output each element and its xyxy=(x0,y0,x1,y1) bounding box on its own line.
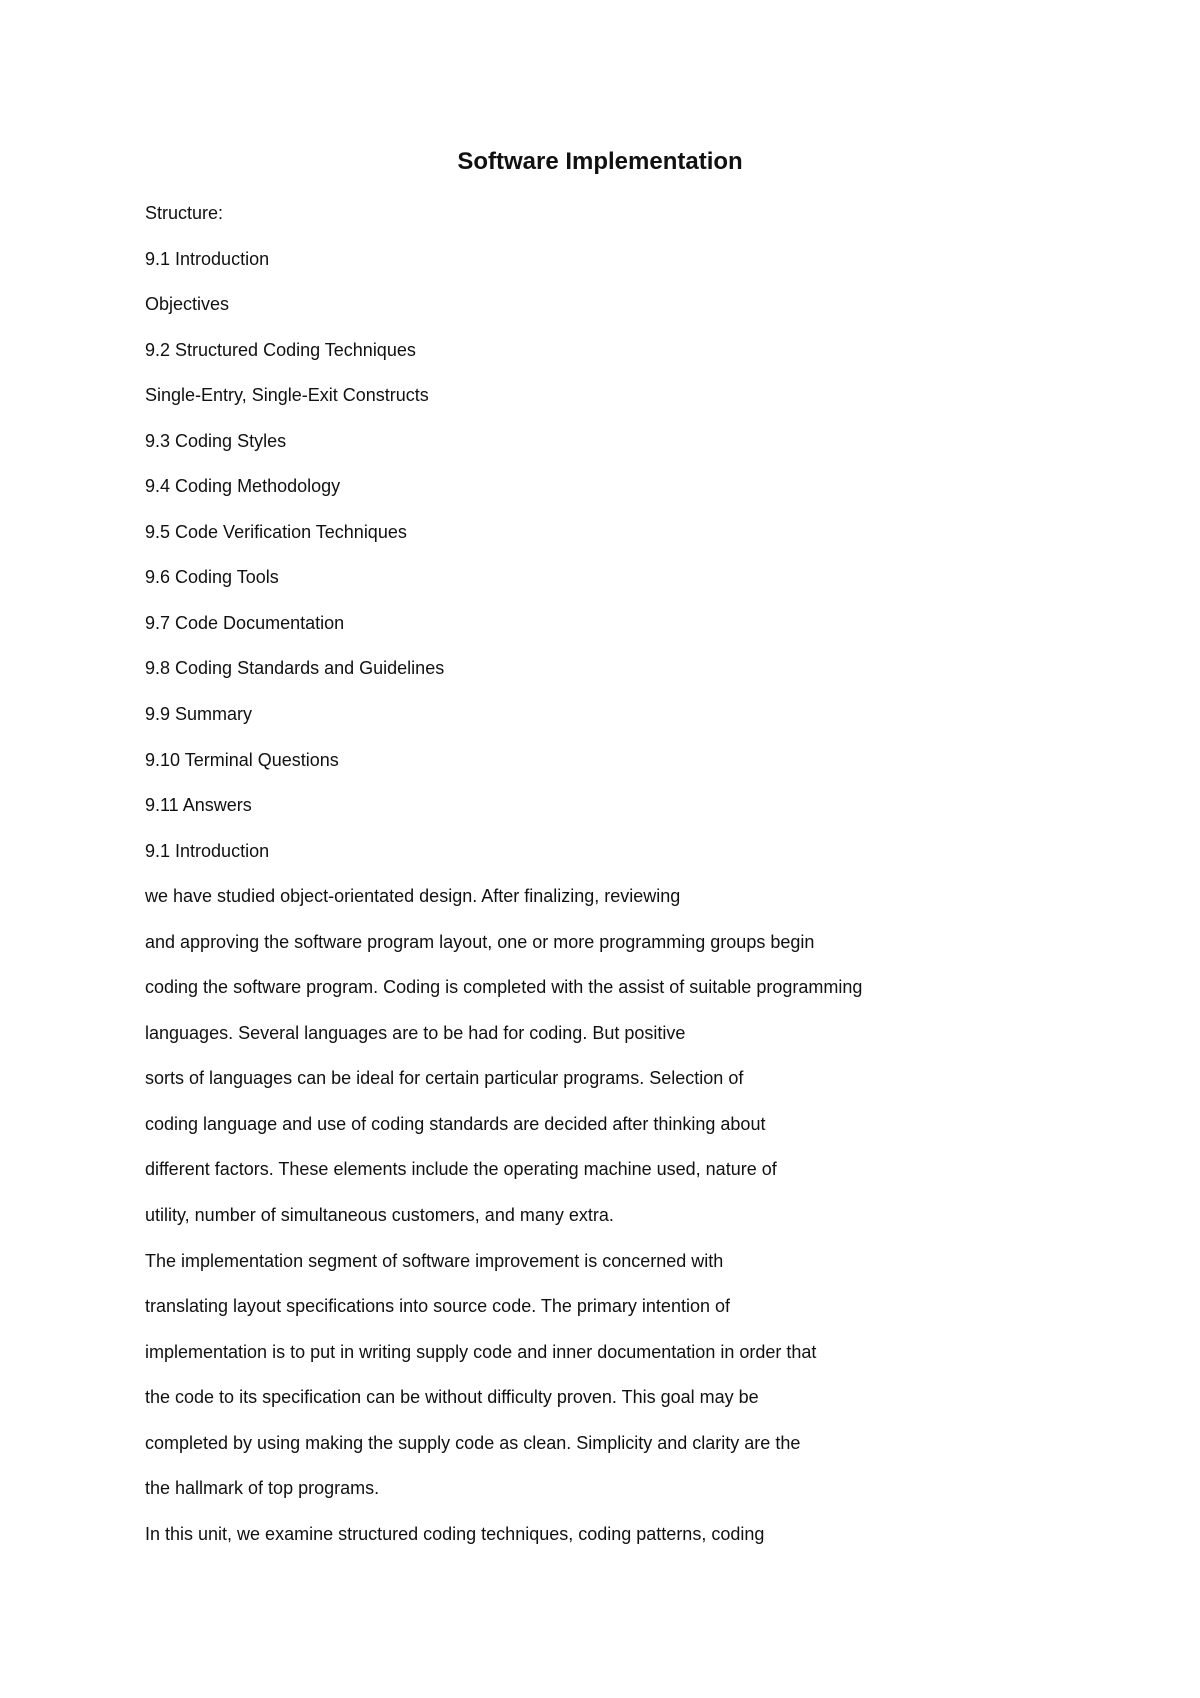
outline-item: 9.5 Code Verification Techniques xyxy=(145,521,407,542)
outline-item: 9.4 Coding Methodology xyxy=(145,476,341,497)
outline-item: 9.11 Answers xyxy=(145,795,252,816)
outline-item: 9.9 Summary xyxy=(145,704,253,725)
body-text-line: In this unit, we examine structured coding techniques, coding patterns, coding xyxy=(145,1523,765,1544)
outline-item: Objectives xyxy=(145,294,230,315)
body-text-line: the code to its specification can be without difficulty proven. This goal may be xyxy=(145,1387,759,1408)
outline-item: 9.8 Coding Standards and Guidelines xyxy=(145,658,445,679)
body-text-line: sorts of languages can be ideal for certain particular programs. Selection of xyxy=(145,1068,744,1089)
outline-item: 9.7 Code Documentation xyxy=(145,612,345,633)
body-text-line: different factors. These elements include the operating machine used, nature of xyxy=(145,1159,777,1180)
body-text-line: completed by using making the supply code as clean. Simplicity and clarity are the xyxy=(145,1432,801,1453)
body-text-line: translating layout specifications into source code. The primary intention of xyxy=(145,1296,730,1317)
outline-item: Single-Entry, Single-Exit Constructs xyxy=(145,385,429,406)
outline-item: 9.6 Coding Tools xyxy=(145,567,279,588)
body-text-line: languages. Several languages are to be had for coding. But positive xyxy=(145,1022,686,1043)
outline-item: 9.1 Introduction xyxy=(145,248,270,269)
document-body xyxy=(145,200,1105,1566)
body-text-line: coding the software program. Coding is completed with the assist of suitable programming xyxy=(145,977,863,998)
body-text-line: and approving the software program layout, one or more programming groups begin xyxy=(145,931,815,952)
body-text-line: The implementation segment of software improvement is concerned with xyxy=(145,1250,724,1271)
body-text-line: the hallmark of top programs. xyxy=(145,1478,380,1499)
outline-item: 9.10 Terminal Questions xyxy=(145,749,339,770)
outline-item: 9.3 Coding Styles xyxy=(145,430,287,451)
body-text-line: we have studied object-orientated design. After finalizing, reviewing xyxy=(145,886,681,907)
body-text-line: coding language and use of coding standards are decided after thinking about xyxy=(145,1113,766,1134)
outline-item: 9.2 Structured Coding Techniques xyxy=(145,339,416,360)
outline-heading: Structure: xyxy=(145,203,224,223)
section-heading: 9.1 Introduction xyxy=(145,840,270,861)
body-text-line: implementation is to put in writing supply code and inner documentation in order that xyxy=(145,1341,817,1362)
body-text-line: utility, number of simultaneous customers, and many extra. xyxy=(145,1205,614,1226)
page-title: Software Implementation xyxy=(457,148,743,175)
